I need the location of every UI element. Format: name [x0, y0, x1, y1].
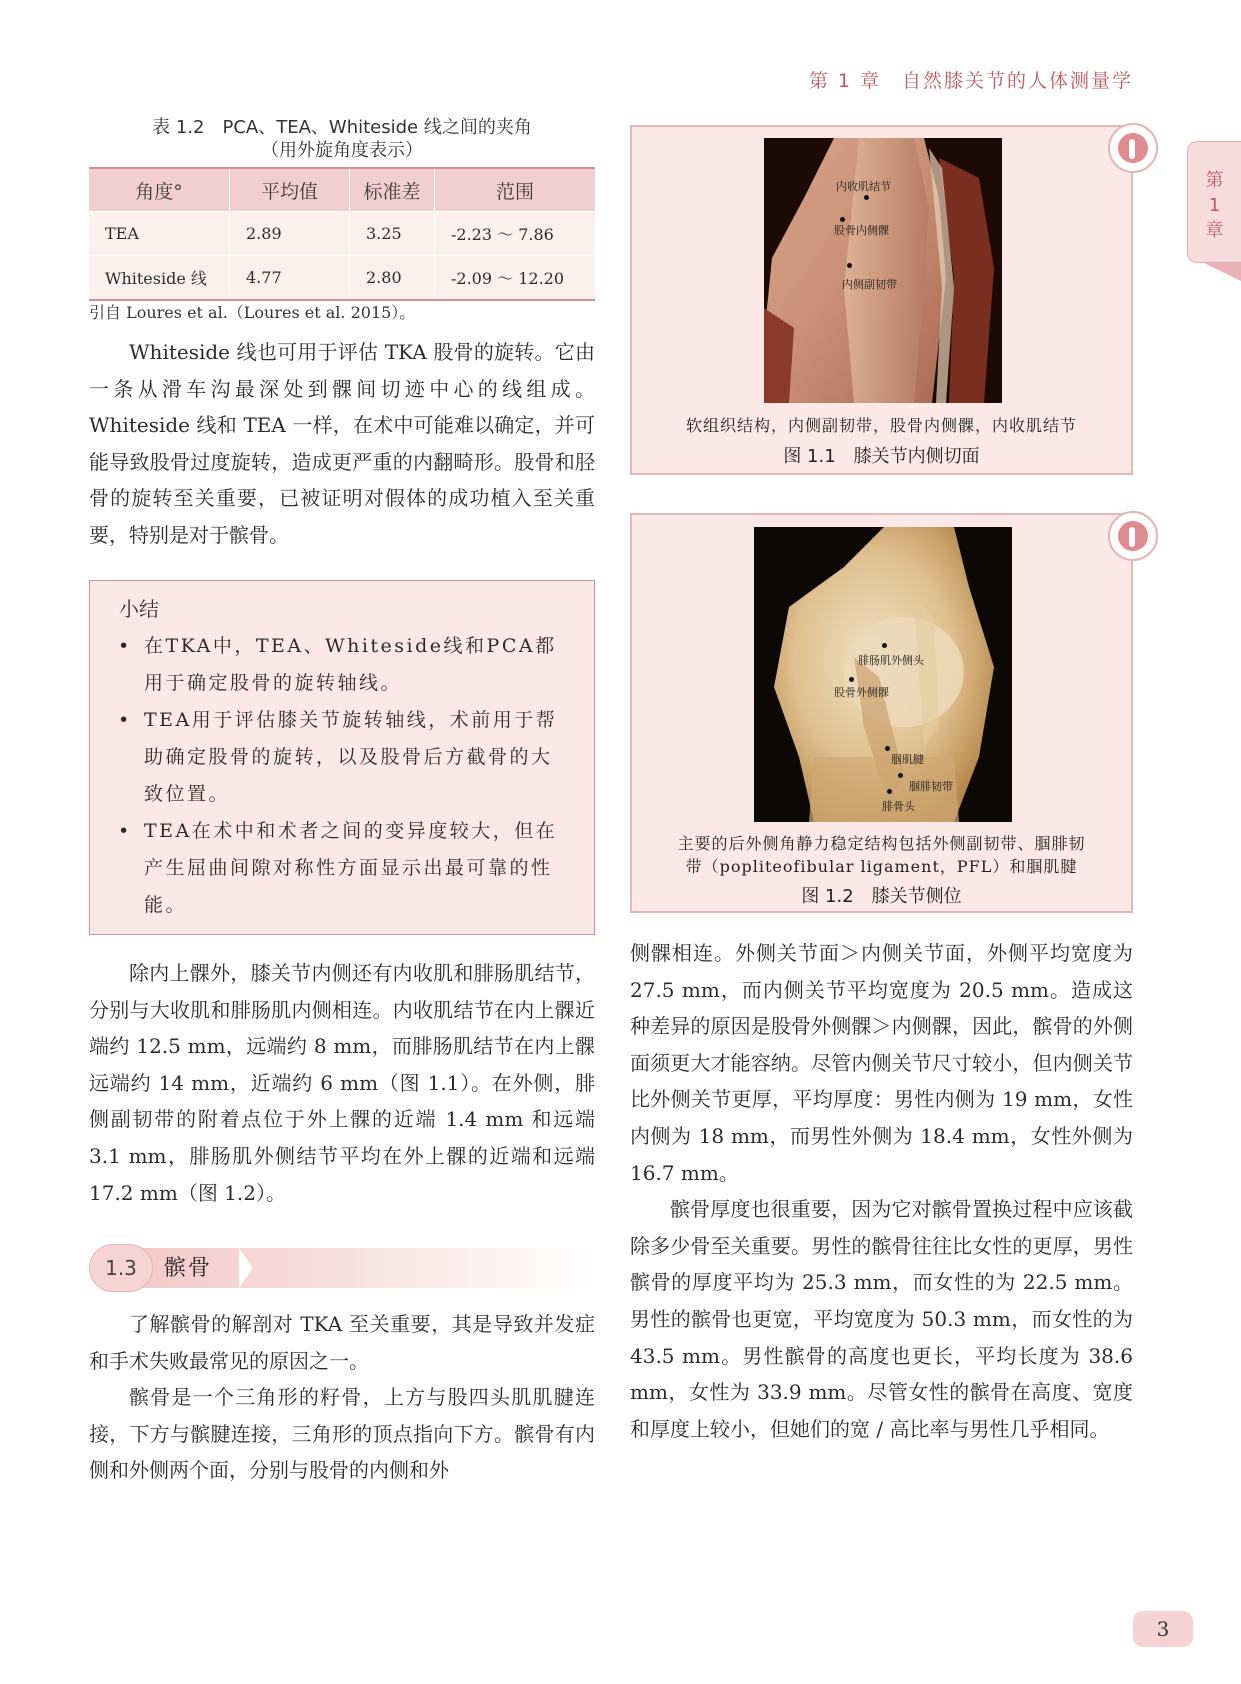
landmark-dot	[898, 773, 903, 778]
figure-description: 主要的后外侧角静力稳定结构包括外侧副韧带、腘腓韧	[677, 834, 1086, 853]
photo-label: 内收肌结节	[836, 180, 891, 193]
chapter-tab-tail	[1204, 263, 1241, 281]
table-title	[89, 116, 595, 162]
landmark-dot	[847, 263, 852, 268]
table-cell: 2.89	[230, 212, 350, 256]
landmark-dot	[882, 643, 887, 648]
body-text-block	[630, 935, 1133, 1447]
chapter-tab	[1187, 141, 1241, 263]
photo-label: 腘腓韧带	[909, 780, 953, 793]
bullet-icon: •	[118, 820, 132, 842]
table-row	[89, 256, 595, 301]
section-number: 1.3	[89, 1244, 153, 1292]
table-cell: -2.23 ～ 7.86	[435, 212, 596, 256]
chapter-tab-char: 第	[1205, 170, 1224, 191]
chapter-tab-char: 章	[1205, 220, 1224, 241]
bullet-icon: •	[118, 635, 132, 657]
bullet-icon: •	[118, 709, 132, 731]
angle-table	[89, 167, 595, 301]
table-title-line: （用外旋角度表示）	[261, 140, 423, 161]
landmark-dot	[885, 746, 890, 751]
table-cell: 2.80	[350, 256, 435, 301]
list-item	[118, 702, 558, 813]
page-number: 3	[1133, 1611, 1193, 1647]
body-text-block	[89, 955, 595, 1211]
body-paragraph: 侧髁相连。外侧关节面＞内侧关节面，外侧平均宽度为 27.5 mm，而内侧关节平均宽度为 20.5 mm。造成这种差异的原因是股骨外侧髁＞内侧髁，因此，髌骨的外侧面须更大才能容纳。尽管内侧关节尺寸较小，但内侧关节比外侧关节更厚，平均厚度：男性内侧为 19 mm，女性内侧为 18 mm，而男性外侧为 18.4 mm，女性外侧为 16.7 mm。	[630, 941, 1133, 1185]
table-source: 引自 Loures et al.（Loures et al. 2015）。	[89, 303, 416, 322]
lateral-knee-illustration	[754, 527, 1012, 822]
running-header: 第 1 章 自然膝关节的人体测量学	[808, 70, 1133, 92]
lateral-knee-photo	[754, 527, 1012, 822]
body-paragraph: 除内上髁外，膝关节内侧还有内收肌和腓肠肌结节，分别与大收肌和腓肠肌内侧相连。内收肌结节在内上髁近端约 12.5 mm，远端约 8 mm，而腓肠肌结节在内上髁远端约 14 mm，近端约 6 mm（图 1.1）。在外侧，腓侧副韧带的附着点位于外上髁的近端 1.4 mm 和远端 3.1 mm，腓肠肌外侧结节平均在外上髁的近端和远端 17.2 mm（图 1.2）。	[89, 961, 595, 1205]
photo-label: 内侧副韧带	[842, 278, 897, 291]
landmark-dot	[864, 195, 869, 200]
table-header-cell: 角度°	[89, 168, 230, 212]
table-row	[89, 212, 595, 256]
table-header-row	[89, 168, 595, 212]
section-title: 髌骨	[164, 1256, 213, 1281]
table-header-cell: 范围	[435, 168, 596, 212]
summary-title: 小结	[119, 597, 159, 621]
medial-knee-photo	[764, 138, 1002, 403]
list-item	[118, 813, 558, 924]
body-text-block	[89, 334, 595, 554]
photo-label: 股骨外侧髁	[834, 686, 889, 699]
figure-description: 带（popliteofibular ligament，PFL）和腘肌腱	[685, 857, 1078, 876]
table-header-cell: 平均值	[230, 168, 350, 212]
table-cell: -2.09 ～ 12.20	[435, 256, 596, 301]
book-logo-icon	[1108, 511, 1158, 561]
body-paragraph: 了解髌骨的解剖对 TKA 至关重要，其是导致并发症和手术失败最常见的原因之一。	[89, 1312, 595, 1373]
summary-list	[118, 628, 558, 924]
list-item	[118, 628, 558, 702]
photo-label: 腓骨头	[882, 800, 915, 813]
table-cell: Whiteside 线	[89, 256, 230, 301]
figure-caption: 图 1.2 膝关节侧位	[801, 886, 962, 907]
summary-box	[89, 580, 595, 935]
table-header-cell: 标准差	[350, 168, 435, 212]
table-title-line: 表 1.2 PCA、TEA、Whiteside 线之间的夹角	[152, 117, 532, 138]
figure-description: 软组织结构，内侧副韧带，股骨内侧髁，内收肌结节	[685, 416, 1077, 435]
body-paragraph: 髌骨厚度也很重要，因为它对髌骨置换过程中应该截除多少骨至关重要。男性的髌骨往往比女性的更厚，男性髌骨的厚度平均为 25.3 mm，而女性的为 22.5 mm。男性的髌骨也更宽，平均宽度为 50.3 mm，而女性的为 43.5 mm。男性髌骨的高度也更长，平均长度为 38.6 mm，女性为 33.9 mm。尽管女性的髌骨在高度、宽度和厚度上较小，但她们的宽 / 高比率与男性几乎相同。	[630, 1197, 1133, 1441]
photo-label: 股骨内侧髁	[834, 224, 889, 237]
table-cell: 3.25	[350, 212, 435, 256]
summary-item-text: TEA用于评估膝关节旋转轴线，术前用于帮助确定股骨的旋转，以及股骨后方截骨的大致位置。	[144, 709, 558, 805]
landmark-dot	[887, 789, 892, 794]
chevron-right-icon	[239, 1248, 253, 1288]
photo-label: 腓肠肌外侧头	[858, 654, 924, 667]
landmark-dot	[849, 677, 854, 682]
chapter-tab-char: 1	[1208, 195, 1221, 216]
table-cell: TEA	[89, 212, 230, 256]
body-paragraph: 髌骨是一个三角形的籽骨，上方与股四头肌肌腱连接，下方与髌腱连接，三角形的顶点指向下方。髌骨有内侧和外侧两个面，分别与股骨的内侧和外	[89, 1385, 595, 1483]
book-logo-icon	[1108, 123, 1158, 173]
summary-item-text: TEA在术中和术者之间的变异度较大，但在产生屈曲间隙对称性方面显示出最可靠的性能。	[144, 820, 558, 916]
body-text-block	[89, 1306, 595, 1489]
figure-1-2	[630, 513, 1133, 913]
table-cell: 4.77	[230, 256, 350, 301]
section-heading	[89, 1244, 595, 1292]
figure-1-1	[630, 125, 1133, 475]
body-paragraph: Whiteside 线也可用于评估 TKA 股骨的旋转。它由一条从滑车沟最深处到髁间切迹中心的线组成。Whiteside 线和 TEA 一样，在术中可能难以确定，并可能导致股骨过度旋转，造成更严重的内翻畸形。股骨和胫骨的旋转至关重要，已被证明对假体的成功植入至关重要，特别是对于髌骨。	[89, 340, 595, 547]
photo-label: 腘肌腱	[891, 753, 924, 766]
summary-item-text: 在TKA中，TEA、Whiteside线和PCA都用于确定股骨的旋转轴线。	[144, 635, 557, 694]
figure-caption: 图 1.1 膝关节内侧切面	[783, 446, 980, 467]
